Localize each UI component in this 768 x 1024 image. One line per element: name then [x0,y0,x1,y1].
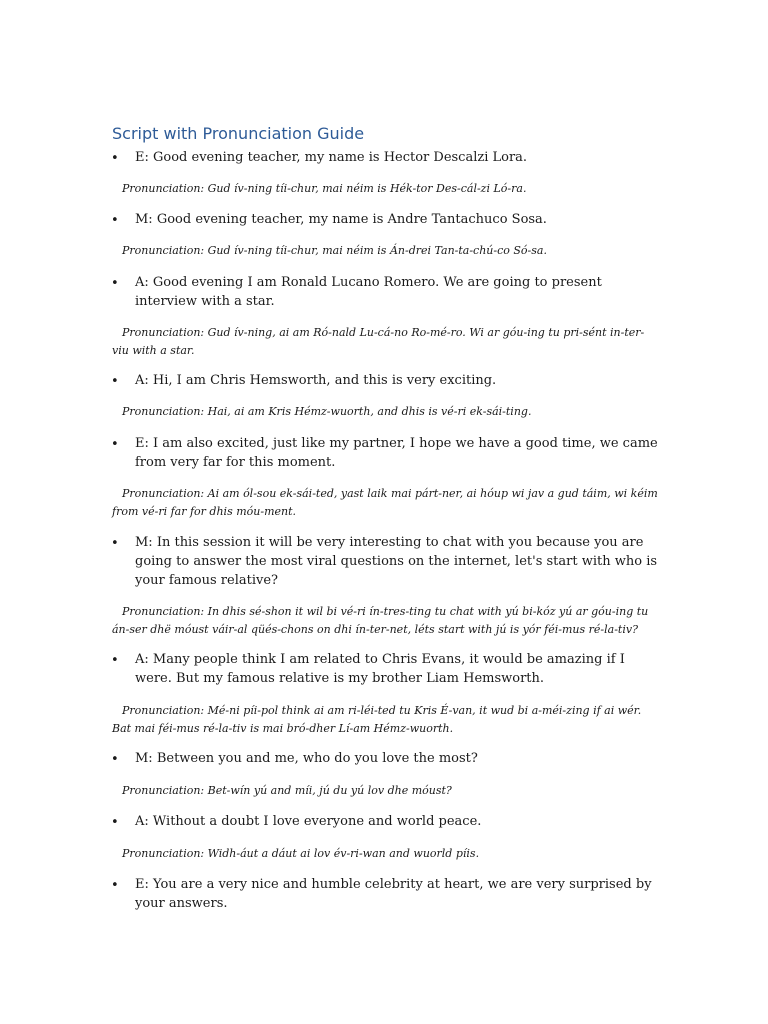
bullet-icon: • [111,815,119,830]
pronunciation-line: Pronunciation: Mé-ni píi-pol think ai am ri-léi-ted tu Kris É-van, it wud bi a-méi-zing if ai wér. Bat mai féi-mus ré-la-tiv is mai bró-dher Lí-am Hémz-wuorth. [112,704,642,735]
bullet-icon: • [111,437,119,452]
pronunciation-line: Pronunciation: Ai am ól-sou ek-sái-ted, yast laik mai párt-ner, ai hóup wi jav a gud táim, wi kéim from vé-ri far for dhis móu-ment. [112,487,658,518]
pronunciation-line: Pronunciation: Gud ív-ning tíi-chur, mai néim is Án-drei Tan-ta-chú-co Só-sa. [122,244,547,257]
pronunciation-line: Pronunciation: In dhis sé-shon it wil bi vé-ri ín-tres-ting tu chat with yú bi-kóz yú ar góu-ing tu án-ser dhë móust váir-al qüés-chons on dhi ín-ter-net, léts start with jú is yór féi-mus ré-la-tiv? [112,605,649,636]
bullet-icon: • [111,276,119,291]
pronunciation-line: Pronunciation: Hai, ai am Kris Hémz-wuorth, and dhis is vé-ri ek-sái-ting. [122,405,532,418]
bullet-icon: • [111,151,119,166]
bullet-icon: • [111,653,119,668]
dialogue-line: A: Hi, I am Chris Hemsworth, and this is very exciting. [135,373,497,388]
dialogue-line: E: I am also excited, just like my partner, I hope we have a good time, we came from very far for this moment. [135,436,658,470]
bullet-icon: • [111,374,119,389]
dialogue-line: M: In this session it will be very interesting to chat with you because you are going to answer the most viral questions on the internet, let's start with who is your famous relative? [135,535,658,588]
dialogue-line: A: Without a doubt I love everyone and world peace. [135,814,482,829]
pronunciation-line: Pronunciation: Gud ív-ning, ai am Ró-nald Lu-cá-no Ro-mé-ro. Wi ar góu-ing tu pri-sént in-ter-viu with a star. [112,326,645,357]
bullet-icon: • [111,213,119,228]
pronunciation-line: Pronunciation: Bet-wín yú and míi, jú du yú lov dhe móust? [122,784,452,797]
dialogue-line: A: Good evening I am Ronald Lucano Romero. We are going to present interview with a star. [135,275,602,309]
pronunciation-line: Pronunciation: Widh-áut a dáut ai lov év-ri-wan and wuorld píis. [122,847,480,860]
bullet-icon: • [111,752,119,767]
dialogue-line: M: Good evening teacher, my name is Andre Tantachuco Sosa. [135,212,547,227]
bullet-icon: • [111,536,119,551]
dialogue-line: A: Many people think I am related to Chris Evans, it would be amazing if I were. But my famous relative is my brother Liam Hemsworth. [135,652,625,686]
dialogue-line: M: Between you and me, who do you love the most? [135,751,478,766]
document-title: Script with Pronunciation Guide [112,124,365,143]
pronunciation-line: Pronunciation: Gud ív-ning tíi-chur, mai néim is Hék-tor Des-cál-zi Ló-ra. [122,182,527,195]
dialogue-line: E: Good evening teacher, my name is Hector Descalzi Lora. [135,150,528,165]
bullet-icon: • [111,878,119,893]
dialogue-line: E: You are a very nice and humble celebrity at heart, we are very surprised by your answers. [135,877,652,911]
